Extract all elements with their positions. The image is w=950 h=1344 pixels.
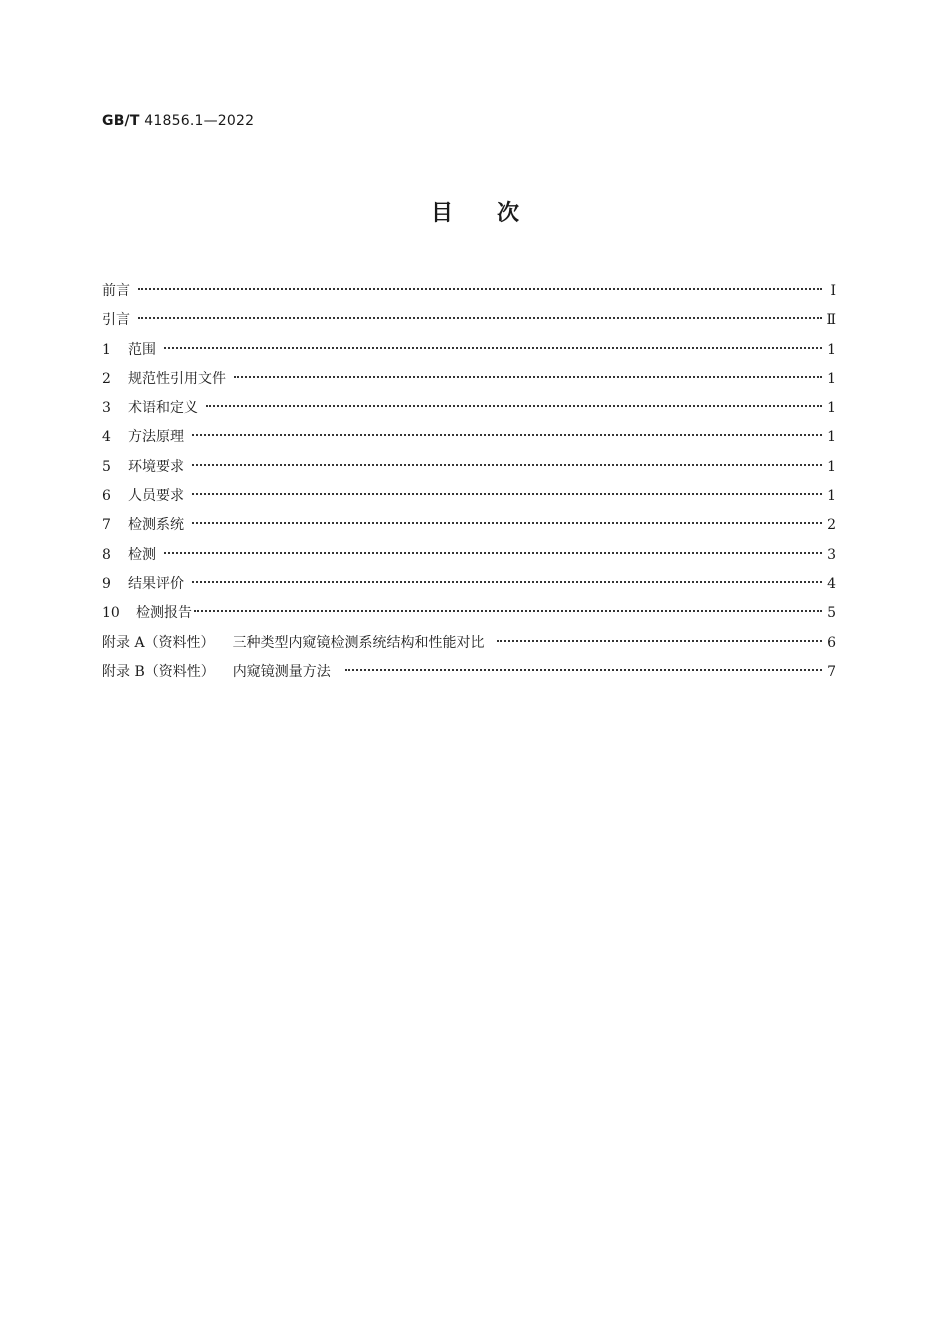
- toc-section-number: 4: [102, 429, 111, 446]
- toc-page-number: 1: [827, 341, 836, 358]
- dot-leader: [192, 451, 822, 471]
- dot-leader: [497, 627, 822, 647]
- toc-entry-label: 5 环境要求: [102, 458, 184, 475]
- toc-entry-label: 9 结果评价: [102, 575, 184, 592]
- dot-leader: [164, 539, 822, 559]
- toc-entry-2[interactable]: [102, 363, 836, 392]
- dot-leader: [164, 334, 822, 354]
- toc-section-number: 7: [102, 517, 111, 534]
- dot-leader: [192, 421, 822, 441]
- toc-section-number: 2: [102, 370, 111, 387]
- toc-entry-introduction[interactable]: [102, 304, 836, 333]
- toc-entry-8[interactable]: [102, 539, 836, 568]
- toc-page-number: 3: [827, 546, 836, 563]
- toc-entry-label: 引言: [102, 312, 130, 329]
- toc-entry-label: 2 规范性引用文件: [102, 370, 226, 387]
- dot-leader: [194, 597, 822, 617]
- toc-section-number: 10: [102, 605, 120, 622]
- toc-entry-10[interactable]: [102, 597, 836, 626]
- toc-entry-annex-a[interactable]: [102, 627, 836, 656]
- toc-entry-label: 10 检测报告: [102, 605, 192, 622]
- toc-entry-label: 6 人员要求: [102, 488, 184, 505]
- toc-page-number: Ⅱ: [826, 312, 836, 329]
- toc-page-number: 2: [827, 517, 836, 534]
- dot-leader: [138, 275, 822, 295]
- toc-page-number: 1: [827, 458, 836, 475]
- toc-entry-7[interactable]: [102, 509, 836, 538]
- toc-page-number: 4: [827, 575, 836, 592]
- toc-entry-6[interactable]: [102, 480, 836, 509]
- toc-entry-annex-b[interactable]: [102, 656, 836, 685]
- annex-tag: 附录 A（资料性）: [102, 634, 215, 651]
- dot-leader: [206, 392, 822, 412]
- toc-page-number: 1: [827, 400, 836, 417]
- dot-leader: [192, 509, 822, 529]
- annex-tag: 附录 B（资料性）: [102, 663, 215, 680]
- standard-number: [102, 113, 254, 129]
- toc-page-number: 1: [827, 370, 836, 387]
- dot-leader: [192, 568, 822, 588]
- dot-leader: [138, 304, 822, 324]
- toc-page-number: Ⅰ: [830, 283, 836, 299]
- toc-section-number: 5: [102, 458, 111, 475]
- toc-section-number: 3: [102, 400, 111, 417]
- toc-section-number: 9: [102, 575, 111, 592]
- standard-serial: 41856.1—2022: [144, 113, 255, 129]
- toc-page-number: 6: [827, 634, 836, 651]
- toc-section-number: 6: [102, 488, 111, 505]
- toc-entry-9[interactable]: [102, 568, 836, 597]
- table-of-contents: [102, 275, 836, 685]
- toc-entry-label: 8 检测: [102, 546, 156, 563]
- toc-entry-foreword[interactable]: [102, 275, 836, 304]
- toc-entry-label: 7 检测系统: [102, 517, 184, 534]
- toc-page-number: 7: [827, 663, 836, 680]
- toc-page-number: 1: [827, 429, 836, 446]
- toc-entry-label: 前言: [102, 283, 130, 299]
- standard-code: GB/T: [102, 113, 140, 129]
- toc-entry-3[interactable]: [102, 392, 836, 421]
- toc-entry-label: 1 范围: [102, 341, 156, 358]
- dot-leader: [234, 363, 822, 383]
- toc-entry-label: 3 术语和定义: [102, 400, 198, 417]
- toc-entry-label: 附录 A（资料性） 三种类型内窥镜检测系统结构和性能对比: [102, 634, 485, 651]
- toc-entry-5[interactable]: [102, 451, 836, 480]
- toc-section-number: 1: [102, 341, 111, 358]
- toc-entry-1[interactable]: [102, 334, 836, 363]
- dot-leader: [192, 480, 822, 500]
- page-title: 目 次: [430, 201, 519, 226]
- toc-entry-4[interactable]: [102, 421, 836, 450]
- dot-leader: [345, 656, 822, 676]
- toc-entry-label: 4 方法原理: [102, 429, 184, 446]
- toc-page-number: 5: [827, 605, 836, 622]
- toc-section-number: 8: [102, 546, 111, 563]
- toc-page-number: 1: [827, 488, 836, 505]
- toc-entry-label: 附录 B（资料性） 内窥镜测量方法: [102, 663, 331, 680]
